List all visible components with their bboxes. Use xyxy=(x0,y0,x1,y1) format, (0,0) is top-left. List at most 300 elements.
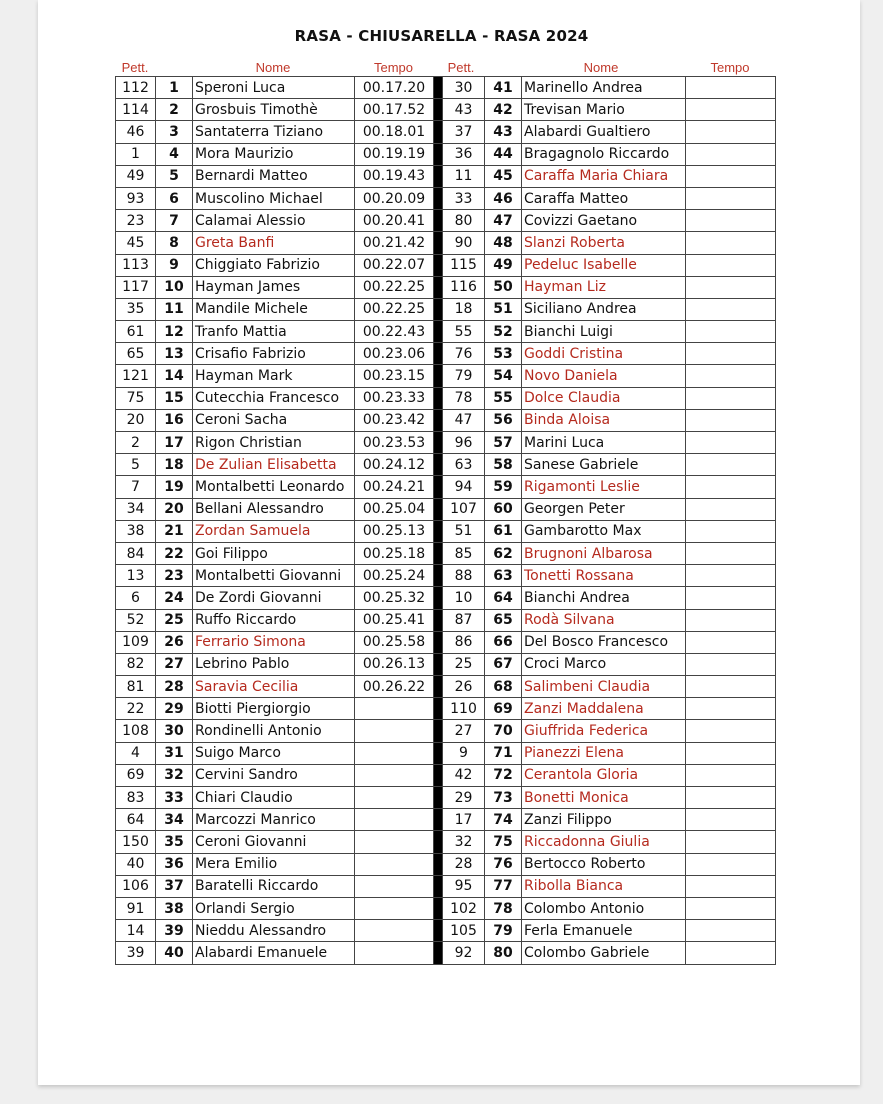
column-separator xyxy=(434,897,443,919)
position-cell: 45 xyxy=(485,165,522,187)
table-row xyxy=(116,387,776,409)
position-cell: 15 xyxy=(156,387,193,409)
bib-cell: 117 xyxy=(116,276,156,298)
bib-cell: 25 xyxy=(443,653,485,675)
bib-cell: 51 xyxy=(443,520,485,542)
position-cell: 36 xyxy=(156,853,193,875)
name-cell: Georgen Peter xyxy=(522,498,686,520)
bib-cell: 35 xyxy=(116,298,156,320)
bib-cell: 36 xyxy=(443,143,485,165)
position-cell: 67 xyxy=(485,653,522,675)
time-cell: 00.23.53 xyxy=(355,432,434,454)
position-cell: 58 xyxy=(485,454,522,476)
position-cell: 53 xyxy=(485,343,522,365)
time-cell xyxy=(686,121,776,143)
name-cell: Cutecchia Francesco xyxy=(193,387,355,409)
bib-cell: 42 xyxy=(443,764,485,786)
time-cell: 00.22.43 xyxy=(355,321,434,343)
name-cell: Goi Filippo xyxy=(193,542,355,564)
column-separator xyxy=(434,121,443,143)
name-cell: Colombo Antonio xyxy=(522,897,686,919)
column-separator xyxy=(434,764,443,786)
time-cell xyxy=(686,454,776,476)
column-separator xyxy=(434,409,443,431)
position-cell: 46 xyxy=(485,187,522,209)
bib-cell: 17 xyxy=(443,809,485,831)
position-cell: 31 xyxy=(156,742,193,764)
time-cell xyxy=(686,77,776,99)
table-row xyxy=(116,321,776,343)
name-cell: Brugnoni Albarosa xyxy=(522,542,686,564)
bib-cell: 47 xyxy=(443,409,485,431)
column-separator xyxy=(434,742,443,764)
time-cell xyxy=(686,875,776,897)
position-cell: 20 xyxy=(156,498,193,520)
bib-cell: 30 xyxy=(443,77,485,99)
time-cell xyxy=(686,343,776,365)
bib-cell: 14 xyxy=(116,920,156,942)
column-separator xyxy=(434,676,443,698)
position-cell: 5 xyxy=(156,165,193,187)
name-cell: Caraffa Maria Chiara xyxy=(522,165,686,187)
name-cell: Cerantola Gloria xyxy=(522,764,686,786)
column-separator xyxy=(434,387,443,409)
bib-cell: 78 xyxy=(443,387,485,409)
column-separator xyxy=(434,210,443,232)
time-cell xyxy=(686,587,776,609)
time-cell: 00.23.06 xyxy=(355,343,434,365)
bib-cell: 83 xyxy=(116,787,156,809)
position-cell: 52 xyxy=(485,321,522,343)
bib-cell: 26 xyxy=(443,676,485,698)
name-cell: Calamai Alessio xyxy=(193,210,355,232)
name-cell: Baratelli Riccardo xyxy=(193,875,355,897)
column-separator xyxy=(434,232,443,254)
name-cell: Speroni Luca xyxy=(193,77,355,99)
name-cell: Chiari Claudio xyxy=(193,787,355,809)
name-cell: Zordan Samuela xyxy=(193,520,355,542)
bib-cell: 65 xyxy=(116,343,156,365)
name-cell: Mandile Michele xyxy=(193,298,355,320)
position-cell: 19 xyxy=(156,476,193,498)
table-row xyxy=(116,720,776,742)
position-cell: 13 xyxy=(156,343,193,365)
time-cell: 00.26.22 xyxy=(355,676,434,698)
name-cell: Marcozzi Manrico xyxy=(193,809,355,831)
position-cell: 41 xyxy=(485,77,522,99)
name-cell: Marinello Andrea xyxy=(522,77,686,99)
name-cell: Croci Marco xyxy=(522,653,686,675)
name-cell: Pedeluc Isabelle xyxy=(522,254,686,276)
position-cell: 61 xyxy=(485,520,522,542)
table-row xyxy=(116,631,776,653)
time-cell xyxy=(355,787,434,809)
name-cell: Rodà Silvana xyxy=(522,609,686,631)
table-row xyxy=(116,276,776,298)
table-row xyxy=(116,476,776,498)
table-row xyxy=(116,232,776,254)
time-cell xyxy=(686,321,776,343)
name-cell: Bonetti Monica xyxy=(522,787,686,809)
name-cell: Orlandi Sergio xyxy=(193,897,355,919)
time-cell: 00.24.21 xyxy=(355,476,434,498)
column-separator xyxy=(434,920,443,942)
bib-cell: 13 xyxy=(116,565,156,587)
table-row xyxy=(116,920,776,942)
column-separator xyxy=(434,587,443,609)
bib-cell: 27 xyxy=(443,720,485,742)
time-cell: 00.19.43 xyxy=(355,165,434,187)
time-cell xyxy=(686,254,776,276)
name-cell: Montalbetti Giovanni xyxy=(193,565,355,587)
bib-cell: 18 xyxy=(443,298,485,320)
position-cell: 73 xyxy=(485,787,522,809)
position-cell: 70 xyxy=(485,720,522,742)
position-cell: 22 xyxy=(156,542,193,564)
name-cell: Ceroni Giovanni xyxy=(193,831,355,853)
position-cell: 3 xyxy=(156,121,193,143)
time-cell xyxy=(686,276,776,298)
time-cell xyxy=(686,764,776,786)
time-cell xyxy=(686,409,776,431)
bib-cell: 40 xyxy=(116,853,156,875)
name-cell: Mera Emilio xyxy=(193,853,355,875)
time-cell xyxy=(355,920,434,942)
position-cell: 25 xyxy=(156,609,193,631)
bib-cell: 23 xyxy=(116,210,156,232)
bib-cell: 69 xyxy=(116,764,156,786)
name-cell: Del Bosco Francesco xyxy=(522,631,686,653)
name-cell: Goddi Cristina xyxy=(522,343,686,365)
column-separator xyxy=(434,143,443,165)
header-nome-2: Nome xyxy=(583,60,619,75)
column-separator xyxy=(434,187,443,209)
position-cell: 68 xyxy=(485,676,522,698)
name-cell: Covizzi Gaetano xyxy=(522,210,686,232)
position-cell: 12 xyxy=(156,321,193,343)
bib-cell: 6 xyxy=(116,587,156,609)
column-separator xyxy=(434,720,443,742)
position-cell: 78 xyxy=(485,897,522,919)
position-cell: 65 xyxy=(485,609,522,631)
name-cell: Biotti Piergiorgio xyxy=(193,698,355,720)
table-row xyxy=(116,875,776,897)
position-cell: 44 xyxy=(485,143,522,165)
column-separator xyxy=(434,321,443,343)
time-cell xyxy=(355,942,434,964)
position-cell: 7 xyxy=(156,210,193,232)
name-cell: Zanzi Filippo xyxy=(522,809,686,831)
name-cell: De Zulian Elisabetta xyxy=(193,454,355,476)
header-pett: Pett. xyxy=(121,60,149,75)
time-cell xyxy=(355,853,434,875)
bib-cell: 55 xyxy=(443,321,485,343)
name-cell: Greta Banfi xyxy=(193,232,355,254)
time-cell xyxy=(355,764,434,786)
name-cell: Colombo Gabriele xyxy=(522,942,686,964)
bib-cell: 76 xyxy=(443,343,485,365)
bib-cell: 75 xyxy=(116,387,156,409)
name-cell: De Zordi Giovanni xyxy=(193,587,355,609)
time-cell: 00.19.19 xyxy=(355,143,434,165)
time-cell: 00.22.25 xyxy=(355,298,434,320)
time-cell xyxy=(355,720,434,742)
bib-cell: 46 xyxy=(116,121,156,143)
time-cell xyxy=(686,609,776,631)
name-cell: Siciliano Andrea xyxy=(522,298,686,320)
bib-cell: 28 xyxy=(443,853,485,875)
table-row xyxy=(116,520,776,542)
name-cell: Crisafio Fabrizio xyxy=(193,343,355,365)
bib-cell: 63 xyxy=(443,454,485,476)
position-cell: 56 xyxy=(485,409,522,431)
time-cell xyxy=(686,831,776,853)
bib-cell: 1 xyxy=(116,143,156,165)
position-cell: 60 xyxy=(485,498,522,520)
time-cell: 00.26.13 xyxy=(355,653,434,675)
position-cell: 38 xyxy=(156,897,193,919)
table-row xyxy=(116,676,776,698)
time-cell xyxy=(686,897,776,919)
table-row xyxy=(116,498,776,520)
time-cell xyxy=(686,809,776,831)
bib-cell: 105 xyxy=(443,920,485,942)
table-row xyxy=(116,698,776,720)
name-cell: Slanzi Roberta xyxy=(522,232,686,254)
name-cell: Novo Daniela xyxy=(522,365,686,387)
position-cell: 75 xyxy=(485,831,522,853)
bib-cell: 96 xyxy=(443,432,485,454)
name-cell: Ruffo Riccardo xyxy=(193,609,355,631)
table-row xyxy=(116,831,776,853)
bib-cell: 49 xyxy=(116,165,156,187)
position-cell: 42 xyxy=(485,99,522,121)
table-row xyxy=(116,343,776,365)
table-row xyxy=(116,165,776,187)
bib-cell: 106 xyxy=(116,875,156,897)
position-cell: 2 xyxy=(156,99,193,121)
position-cell: 37 xyxy=(156,875,193,897)
name-cell: Alabardi Gualtiero xyxy=(522,121,686,143)
position-cell: 72 xyxy=(485,764,522,786)
bib-cell: 94 xyxy=(443,476,485,498)
bib-cell: 81 xyxy=(116,676,156,698)
bib-cell: 80 xyxy=(443,210,485,232)
name-cell: Santaterra Tiziano xyxy=(193,121,355,143)
time-cell xyxy=(686,232,776,254)
time-cell xyxy=(686,676,776,698)
name-cell: Bianchi Andrea xyxy=(522,587,686,609)
name-cell: Rigon Christian xyxy=(193,432,355,454)
name-cell: Tonetti Rossana xyxy=(522,565,686,587)
time-cell xyxy=(355,831,434,853)
name-cell: Trevisan Mario xyxy=(522,99,686,121)
table-row xyxy=(116,942,776,964)
bib-cell: 110 xyxy=(443,698,485,720)
time-cell xyxy=(686,387,776,409)
time-cell: 00.25.41 xyxy=(355,609,434,631)
position-cell: 14 xyxy=(156,365,193,387)
column-separator xyxy=(434,853,443,875)
position-cell: 30 xyxy=(156,720,193,742)
time-cell: 00.18.01 xyxy=(355,121,434,143)
name-cell: Chiggiato Fabrizio xyxy=(193,254,355,276)
bib-cell: 86 xyxy=(443,631,485,653)
time-cell: 00.25.58 xyxy=(355,631,434,653)
table-row xyxy=(116,542,776,564)
table-row xyxy=(116,897,776,919)
name-cell: Salimbeni Claudia xyxy=(522,676,686,698)
position-cell: 43 xyxy=(485,121,522,143)
bib-cell: 64 xyxy=(116,809,156,831)
name-cell: Bragagnolo Riccardo xyxy=(522,143,686,165)
time-cell: 00.25.32 xyxy=(355,587,434,609)
column-separator xyxy=(434,165,443,187)
bib-cell: 37 xyxy=(443,121,485,143)
time-cell: 00.25.13 xyxy=(355,520,434,542)
table-row xyxy=(116,77,776,99)
table-row xyxy=(116,210,776,232)
position-cell: 4 xyxy=(156,143,193,165)
table-row xyxy=(116,809,776,831)
bib-cell: 82 xyxy=(116,653,156,675)
column-separator xyxy=(434,343,443,365)
name-cell: Zanzi Maddalena xyxy=(522,698,686,720)
bib-cell: 29 xyxy=(443,787,485,809)
name-cell: Rigamonti Leslie xyxy=(522,476,686,498)
position-cell: 21 xyxy=(156,520,193,542)
bib-cell: 113 xyxy=(116,254,156,276)
bib-cell: 43 xyxy=(443,99,485,121)
time-cell xyxy=(686,432,776,454)
table-row xyxy=(116,764,776,786)
name-cell: Montalbetti Leonardo xyxy=(193,476,355,498)
name-cell: Bellani Alessandro xyxy=(193,498,355,520)
column-separator xyxy=(434,565,443,587)
column-separator xyxy=(434,698,443,720)
table-row xyxy=(116,409,776,431)
position-cell: 28 xyxy=(156,676,193,698)
name-cell: Nieddu Alessandro xyxy=(193,920,355,942)
name-cell: Bianchi Luigi xyxy=(522,321,686,343)
table-row xyxy=(116,609,776,631)
name-cell: Muscolino Michael xyxy=(193,187,355,209)
position-cell: 50 xyxy=(485,276,522,298)
time-cell xyxy=(686,631,776,653)
bib-cell: 112 xyxy=(116,77,156,99)
time-cell: 00.22.07 xyxy=(355,254,434,276)
column-separator xyxy=(434,787,443,809)
name-cell: Bernardi Matteo xyxy=(193,165,355,187)
time-cell: 00.23.33 xyxy=(355,387,434,409)
position-cell: 54 xyxy=(485,365,522,387)
name-cell: Saravia Cecilia xyxy=(193,676,355,698)
position-cell: 62 xyxy=(485,542,522,564)
header-pett-2: Pett. xyxy=(447,60,475,75)
table-row xyxy=(116,587,776,609)
table-row xyxy=(116,787,776,809)
bib-cell: 102 xyxy=(443,897,485,919)
column-separator xyxy=(434,942,443,964)
column-separator xyxy=(434,809,443,831)
time-cell: 00.24.12 xyxy=(355,454,434,476)
position-cell: 59 xyxy=(485,476,522,498)
bib-cell: 115 xyxy=(443,254,485,276)
position-cell: 10 xyxy=(156,276,193,298)
column-separator xyxy=(434,365,443,387)
time-cell xyxy=(355,742,434,764)
table-row xyxy=(116,254,776,276)
name-cell: Marini Luca xyxy=(522,432,686,454)
time-cell: 00.25.18 xyxy=(355,542,434,564)
table-row xyxy=(116,432,776,454)
bib-cell: 85 xyxy=(443,542,485,564)
time-cell xyxy=(686,165,776,187)
bib-cell: 114 xyxy=(116,99,156,121)
name-cell: Rondinelli Antonio xyxy=(193,720,355,742)
name-cell: Sanese Gabriele xyxy=(522,454,686,476)
position-cell: 27 xyxy=(156,653,193,675)
column-separator xyxy=(434,99,443,121)
table-row xyxy=(116,143,776,165)
time-cell: 00.25.04 xyxy=(355,498,434,520)
bib-cell: 9 xyxy=(443,742,485,764)
time-cell: 00.22.25 xyxy=(355,276,434,298)
time-cell xyxy=(686,787,776,809)
bib-cell: 121 xyxy=(116,365,156,387)
position-cell: 29 xyxy=(156,698,193,720)
position-cell: 35 xyxy=(156,831,193,853)
name-cell: Alabardi Emanuele xyxy=(193,942,355,964)
name-cell: Hayman Mark xyxy=(193,365,355,387)
time-cell: 00.23.15 xyxy=(355,365,434,387)
bib-cell: 2 xyxy=(116,432,156,454)
bib-cell: 79 xyxy=(443,365,485,387)
time-cell: 00.17.52 xyxy=(355,99,434,121)
position-cell: 77 xyxy=(485,875,522,897)
time-cell xyxy=(355,897,434,919)
table-row xyxy=(116,187,776,209)
table-row xyxy=(116,121,776,143)
bib-cell: 33 xyxy=(443,187,485,209)
name-cell: Caraffa Matteo xyxy=(522,187,686,209)
time-cell: 00.20.41 xyxy=(355,210,434,232)
table-row xyxy=(116,298,776,320)
time-cell xyxy=(686,476,776,498)
column-separator xyxy=(434,831,443,853)
position-cell: 51 xyxy=(485,298,522,320)
bib-cell: 61 xyxy=(116,321,156,343)
name-cell: Gambarotto Max xyxy=(522,520,686,542)
position-cell: 6 xyxy=(156,187,193,209)
position-cell: 32 xyxy=(156,764,193,786)
name-cell: Pianezzi Elena xyxy=(522,742,686,764)
bib-cell: 34 xyxy=(116,498,156,520)
column-separator xyxy=(434,631,443,653)
column-separator xyxy=(434,520,443,542)
position-cell: 63 xyxy=(485,565,522,587)
bib-cell: 20 xyxy=(116,409,156,431)
position-cell: 79 xyxy=(485,920,522,942)
name-cell: Grosbuis Timothè xyxy=(193,99,355,121)
position-cell: 9 xyxy=(156,254,193,276)
position-cell: 66 xyxy=(485,631,522,653)
time-cell: 00.20.09 xyxy=(355,187,434,209)
bib-cell: 87 xyxy=(443,609,485,631)
time-cell: 00.25.24 xyxy=(355,565,434,587)
bib-cell: 84 xyxy=(116,542,156,564)
name-cell: Hayman James xyxy=(193,276,355,298)
